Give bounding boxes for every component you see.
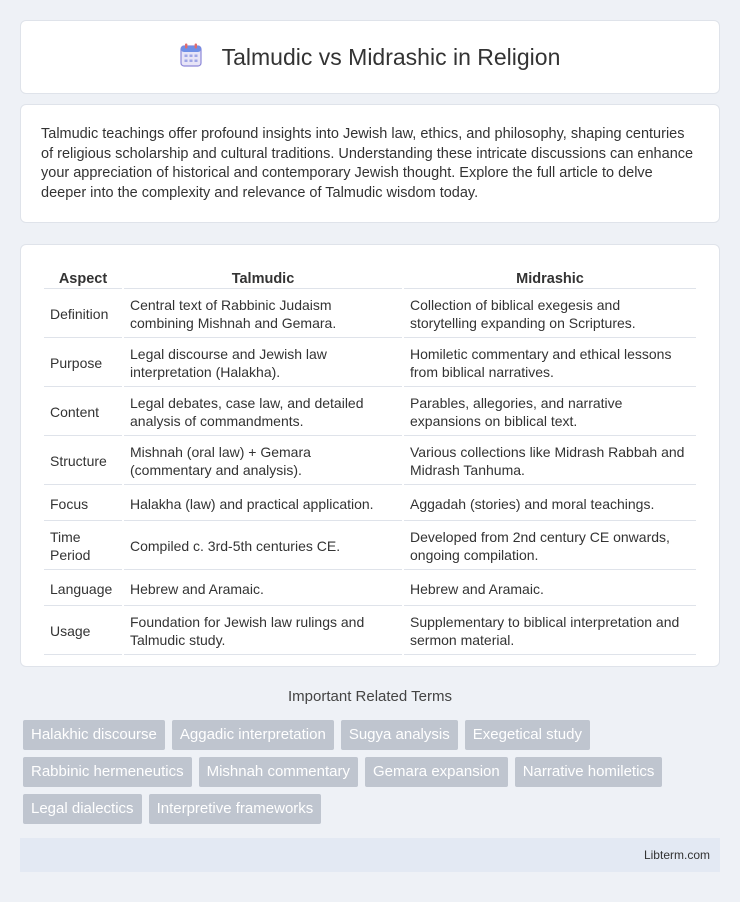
midrashic-cell: Various collections like Midrash Rabbah and Midrash Tanhuma.	[404, 438, 696, 485]
table-row	[44, 487, 696, 521]
aspect-cell: Language	[44, 572, 122, 606]
table-row	[44, 389, 696, 436]
footer	[20, 838, 720, 872]
comparison-table-card	[20, 244, 720, 667]
column-header: Aspect	[44, 267, 122, 289]
talmudic-cell: Central text of Rabbinic Judaism combining Mishnah and Gemara.	[124, 291, 402, 338]
midrashic-cell: Hebrew and Aramaic.	[404, 572, 696, 606]
column-header: Talmudic	[124, 267, 402, 289]
related-terms-tags	[23, 720, 723, 831]
related-terms-title: Important Related Terms	[288, 688, 452, 705]
midrashic-cell: Supplementary to biblical interpretation and sermon material.	[404, 608, 696, 655]
midrashic-cell: Collection of biblical exegesis and storytelling expanding on Scriptures.	[404, 291, 696, 338]
table-row	[44, 291, 696, 338]
aspect-cell: Time Period	[44, 523, 122, 570]
talmudic-cell: Foundation for Jewish law rulings and Talmudic study.	[124, 608, 402, 655]
talmudic-cell: Hebrew and Aramaic.	[124, 572, 402, 606]
midrashic-cell: Parables, allegories, and narrative expansions on biblical text.	[404, 389, 696, 436]
footer-site-link[interactable]: Libterm.com	[643, 848, 710, 862]
aspect-cell: Content	[44, 389, 122, 436]
related-term-tag[interactable]: Gemara expansion	[365, 757, 508, 787]
column-header: Midrashic	[404, 267, 696, 289]
table-row	[44, 340, 696, 387]
aspect-cell: Purpose	[44, 340, 122, 387]
talmudic-cell: Halakha (law) and practical application.	[124, 487, 402, 521]
talmudic-cell: Compiled c. 3rd-5th centuries CE.	[124, 523, 402, 570]
talmudic-cell: Mishnah (oral law) + Gemara (commentary and analysis).	[124, 438, 402, 485]
related-term-tag[interactable]: Narrative homiletics	[515, 757, 663, 787]
midrashic-cell: Homiletic commentary and ethical lessons from biblical narratives.	[404, 340, 696, 387]
aspect-cell: Definition	[44, 291, 122, 338]
talmudic-cell: Legal debates, case law, and detailed analysis of commandments.	[124, 389, 402, 436]
aspect-cell: Focus	[44, 487, 122, 521]
aspect-cell: Usage	[44, 608, 122, 655]
talmudic-cell: Legal discourse and Jewish law interpretation (Halakha).	[124, 340, 402, 387]
page-title: Talmudic vs Midrashic in Religion	[221, 43, 561, 70]
aspect-cell: Structure	[44, 438, 122, 485]
related-term-tag[interactable]: Aggadic interpretation	[172, 720, 334, 750]
related-term-tag[interactable]: Exegetical study	[465, 720, 590, 750]
related-term-tag[interactable]: Legal dialectics	[23, 794, 142, 824]
table-row	[44, 608, 696, 655]
comparison-table	[42, 265, 698, 657]
related-term-tag[interactable]: Mishnah commentary	[199, 757, 358, 787]
related-term-tag[interactable]: Halakhic discourse	[23, 720, 165, 750]
table-row	[44, 523, 696, 570]
related-term-tag[interactable]: Sugya analysis	[341, 720, 458, 750]
calendar-icon	[180, 43, 202, 72]
midrashic-cell: Developed from 2nd century CE onwards, ongoing compilation.	[404, 523, 696, 570]
intro-card	[20, 104, 720, 223]
midrashic-cell: Aggadah (stories) and moral teachings.	[404, 487, 696, 521]
table-row	[44, 572, 696, 606]
related-term-tag[interactable]: Rabbinic hermeneutics	[23, 757, 192, 787]
related-term-tag[interactable]: Interpretive frameworks	[149, 794, 322, 824]
header-card	[20, 20, 720, 94]
intro-text: Talmudic teachings offer profound insights into Jewish law, ethics, and philosophy, shaping centuries of religious scholarship and cultural traditions. Understanding these intricate discussions can enhance your appreciation of historical and contemporary Jewish thought. Explore the full article to delve deeper into the complexity and relevance of Talmudic wisdom today.	[41, 126, 694, 201]
table-row	[44, 438, 696, 485]
